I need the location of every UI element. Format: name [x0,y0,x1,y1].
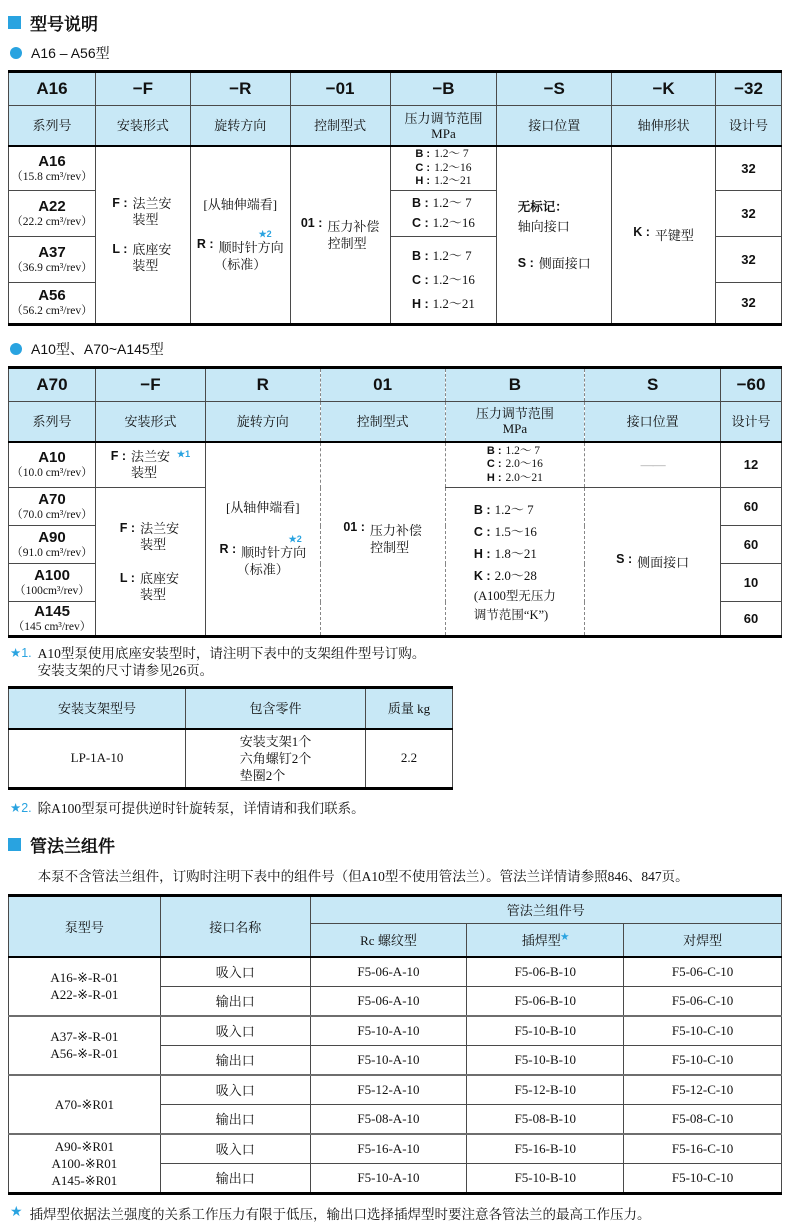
code-cell-port: −S [497,72,612,106]
label-shaft: 轴伸形状 [612,106,716,147]
series-cell-a16: A16 （15.8 cm³/rev） [9,146,96,190]
model-code-table-a10-a145 [8,366,782,639]
rotation-cell: [从轴伸端看] ★2 R : 顺时针方向 （标准） [205,442,320,637]
bracket-header-row [9,688,453,730]
bracket-model-cell: LP-1A-10 [9,729,186,788]
design-cell-a70: 60 [721,488,782,526]
footnote-text: A10型泵使用底座安装型时，请注明下表中的支架组件型号订购。 安装支架的尺寸请参见26页。 [37,646,426,678]
series-cell-a90: A90 （91.0 cm³/rev） [9,526,96,564]
series-cell-a145: A145 （145 cm³/rev） [9,602,96,637]
label-row [9,401,782,442]
row-a16 [9,146,782,190]
rc-part-cell: F5-10-A-10 [310,1163,467,1193]
port-cell: 无标记： 轴向接口 S : 侧面接口 [497,146,612,324]
code-cell-series: A70 [9,367,96,401]
subsection-title: A16 – A56型 [31,45,110,61]
section-square-icon [8,16,21,29]
rc-part-cell: F5-16-A-10 [310,1134,467,1164]
shaft-cell: K : 平键型 [612,146,716,324]
pressure-cell-a37-a56: B : 1.2～ 7 C : 1.2～16 H : 1.2～21 [390,236,497,324]
star-marker: ★1. [10,646,32,660]
port-cell-a70-a145: S : 侧面接口 [585,488,721,637]
design-cell-a37: 32 [716,236,782,282]
port-cell: 吸入口 [160,1016,310,1046]
pressure-cell-a10: B : 1.2～ 7 C : 2.0～16 H : 2.0～21 [445,442,585,488]
section-header-model-designation [8,10,782,35]
flange-footnote: ★ 插焊型依据法兰强度的关系工作压力有限于低压，输出口选择插焊型时要注意各管法兰的最高工作压力。 [10,1202,651,1222]
control-cell: 01 : 压力补偿 控制型 [320,442,445,637]
label-port: 接口位置 [497,106,612,147]
star-marker: ★ [10,1202,23,1219]
port-cell: 输出口 [160,1045,310,1075]
header-mass: 质量 kg [366,688,453,730]
butt-part-cell: F5-06-C-10 [624,957,782,987]
flange-row [9,1134,782,1164]
design-cell-a145: 60 [721,602,782,637]
code-cell-pressure: B [445,367,585,401]
design-cell-a10: 12 [721,442,782,488]
code-cell-control: 01 [320,367,445,401]
header-port-name: 接口名称 [160,895,310,957]
design-cell-a56: 32 [716,282,782,324]
footnote-2: ★2. 除A100型泵可提供逆时针旋转泵，详情请和我们联系。 [10,800,365,816]
control-cell: 01 : 压力补偿 控制型 [290,146,390,324]
star-marker: ★2. [10,800,32,815]
port-cell: 吸入口 [160,1075,310,1105]
header-pump-model: 泵型号 [9,895,161,957]
label-mounting: 安装形式 [95,106,190,147]
footnote-1 [10,645,782,679]
code-cell-control: −01 [290,72,390,106]
port-cell-a10: —— [585,442,721,488]
design-cell-a16: 32 [716,146,782,190]
design-cell-a90: 60 [721,526,782,564]
header-bracket-model: 安装支架型号 [9,688,186,730]
flange-row [9,1075,782,1105]
section-square-icon [8,838,21,851]
socket-part-cell: F5-16-B-10 [467,1134,624,1164]
butt-part-cell: F5-10-C-10 [624,1016,782,1046]
port-cell: 输出口 [160,1104,310,1134]
rc-part-cell: F5-12-A-10 [310,1075,467,1105]
code-cell-series: A16 [9,72,96,106]
bracket-parts-cell: 安装支架1个 六角螺钉2个 垫圈2个 [186,729,366,788]
rc-part-cell: F5-10-A-10 [310,1016,467,1046]
row-a10 [9,442,782,488]
label-control: 控制型式 [290,106,390,147]
pump-models-group4: A90-※R01 A100-※R01 A145-※R01 [9,1134,161,1194]
flange-intro-text: 本泵不含管法兰组件，订购时注明下表中的组件号（但A10型不使用管法兰）。管法兰详情请参照846、847页。 [37,868,689,884]
rc-part-cell: F5-06-A-10 [310,957,467,987]
label-port: 接口位置 [585,401,721,442]
code-cell-mounting: −F [95,72,190,106]
code-cell-shaft: −K [612,72,716,106]
pressure-cell-a22: B : 1.2～ 7 C : 1.2～16 [390,190,497,236]
mounting-cell-a10: F : 法兰安装型 ★1 [95,442,205,488]
code-cell-rotation: R [205,367,320,401]
header-flange-kit-no: 管法兰组件号 [310,895,781,923]
subsection-a10-a145 [10,339,782,359]
model-code-table-a16-a56 [8,70,782,326]
series-cell-a100: A100 （100cm³/rev） [9,564,96,602]
section-title: 管法兰组件 [30,836,115,856]
label-series: 系列号 [9,106,96,147]
rc-part-cell: F5-06-A-10 [310,986,467,1016]
section-header-pipe-flange [8,832,782,857]
butt-part-cell: F5-08-C-10 [624,1104,782,1134]
series-cell-a10: A10 （10.0 cm³/rev） [9,442,96,488]
port-cell: 吸入口 [160,1134,310,1164]
code-cell-rotation: −R [190,72,290,106]
bracket-row [9,729,453,788]
pipe-flange-table [8,894,782,1195]
bracket-mass-cell: 2.2 [366,729,453,788]
socket-part-cell: F5-10-B-10 [467,1045,624,1075]
label-pressure: 压力调节范围 MPa [445,401,585,442]
socket-part-cell: F5-06-B-10 [467,957,624,987]
design-cell-a22: 32 [716,190,782,236]
header-socket-weld-type: 插焊型★ [467,923,624,957]
port-cell: 输出口 [160,1163,310,1193]
rc-part-cell: F5-10-A-10 [310,1045,467,1075]
label-mounting: 安装形式 [95,401,205,442]
pressure-cell-a70-a145: B : 1.2～ 7 C : 1.5～16 H : 1.8～21 K : 2.0～28 (A100型无压力 调节范围“K”) [445,488,585,637]
flange-row [9,1016,782,1046]
pressure-cell-a16: B : 1.2～ 7 C : 1.2～16 H : 1.2～21 [390,146,497,190]
code-cell-design: −32 [716,72,782,106]
section-title: 型号说明 [30,15,98,34]
header-included-parts: 包含零件 [186,688,366,730]
series-cell-a37: A37 （36.9 cm³/rev） [9,236,96,282]
label-design: 设计号 [721,401,782,442]
socket-part-cell: F5-10-B-10 [467,1016,624,1046]
code-cell-mounting: −F [95,367,205,401]
code-cell-port: S [585,367,721,401]
rotation-cell: [从轴伸端看] ★2 R : 顺时针方向 （标准） [190,146,290,324]
butt-part-cell: F5-10-C-10 [624,1045,782,1075]
label-series: 系列号 [9,401,96,442]
subsection-a16-a56 [10,43,782,63]
flange-header-row-1 [9,895,782,923]
bullet-circle-icon [10,47,22,59]
flange-row [9,957,782,987]
code-cell-design: −60 [721,367,782,401]
socket-part-cell: F5-10-B-10 [467,1163,624,1193]
rc-part-cell: F5-08-A-10 [310,1104,467,1134]
butt-part-cell: F5-10-C-10 [624,1163,782,1193]
butt-part-cell: F5-06-C-10 [624,986,782,1016]
series-cell-a56: A56 （56.2 cm³/rev） [9,282,96,324]
mounting-cell: F : 法兰安装型 L : 底座安装型 [95,146,190,324]
label-design: 设计号 [716,106,782,147]
label-rotation: 旋转方向 [205,401,320,442]
series-cell-a70: A70 （70.0 cm³/rev） [9,488,96,526]
code-row [9,367,782,401]
label-row [9,106,782,147]
header-rc-thread-type: Rc 螺纹型 [310,923,467,957]
pump-models-group2: A37-※-R-01 A56-※-R-01 [9,1016,161,1075]
port-cell: 输出口 [160,986,310,1016]
port-cell: 吸入口 [160,957,310,987]
label-control: 控制型式 [320,401,445,442]
butt-part-cell: F5-12-C-10 [624,1075,782,1105]
pump-models-group3: A70-※R01 [9,1075,161,1134]
socket-part-cell: F5-12-B-10 [467,1075,624,1105]
code-row [9,72,782,106]
subsection-title: A10型、A70~A145型 [31,340,164,357]
bullet-circle-icon [10,343,22,355]
label-rotation: 旋转方向 [190,106,290,147]
mounting-bracket-table [8,686,453,790]
socket-part-cell: F5-08-B-10 [467,1104,624,1134]
series-cell-a22: A22 （22.2 cm³/rev） [9,190,96,236]
mounting-cell-a70-a145: F : 法兰安装型 L : 底座安装型 [95,488,205,637]
pump-models-group1: A16-※-R-01 A22-※-R-01 [9,957,161,1016]
socket-part-cell: F5-06-B-10 [467,986,624,1016]
butt-part-cell: F5-16-C-10 [624,1134,782,1164]
design-cell-a100: 10 [721,564,782,602]
header-butt-weld-type: 对焊型 [624,923,782,957]
label-pressure: 压力调节范围 MPa [390,106,497,147]
code-cell-pressure: −B [390,72,497,106]
